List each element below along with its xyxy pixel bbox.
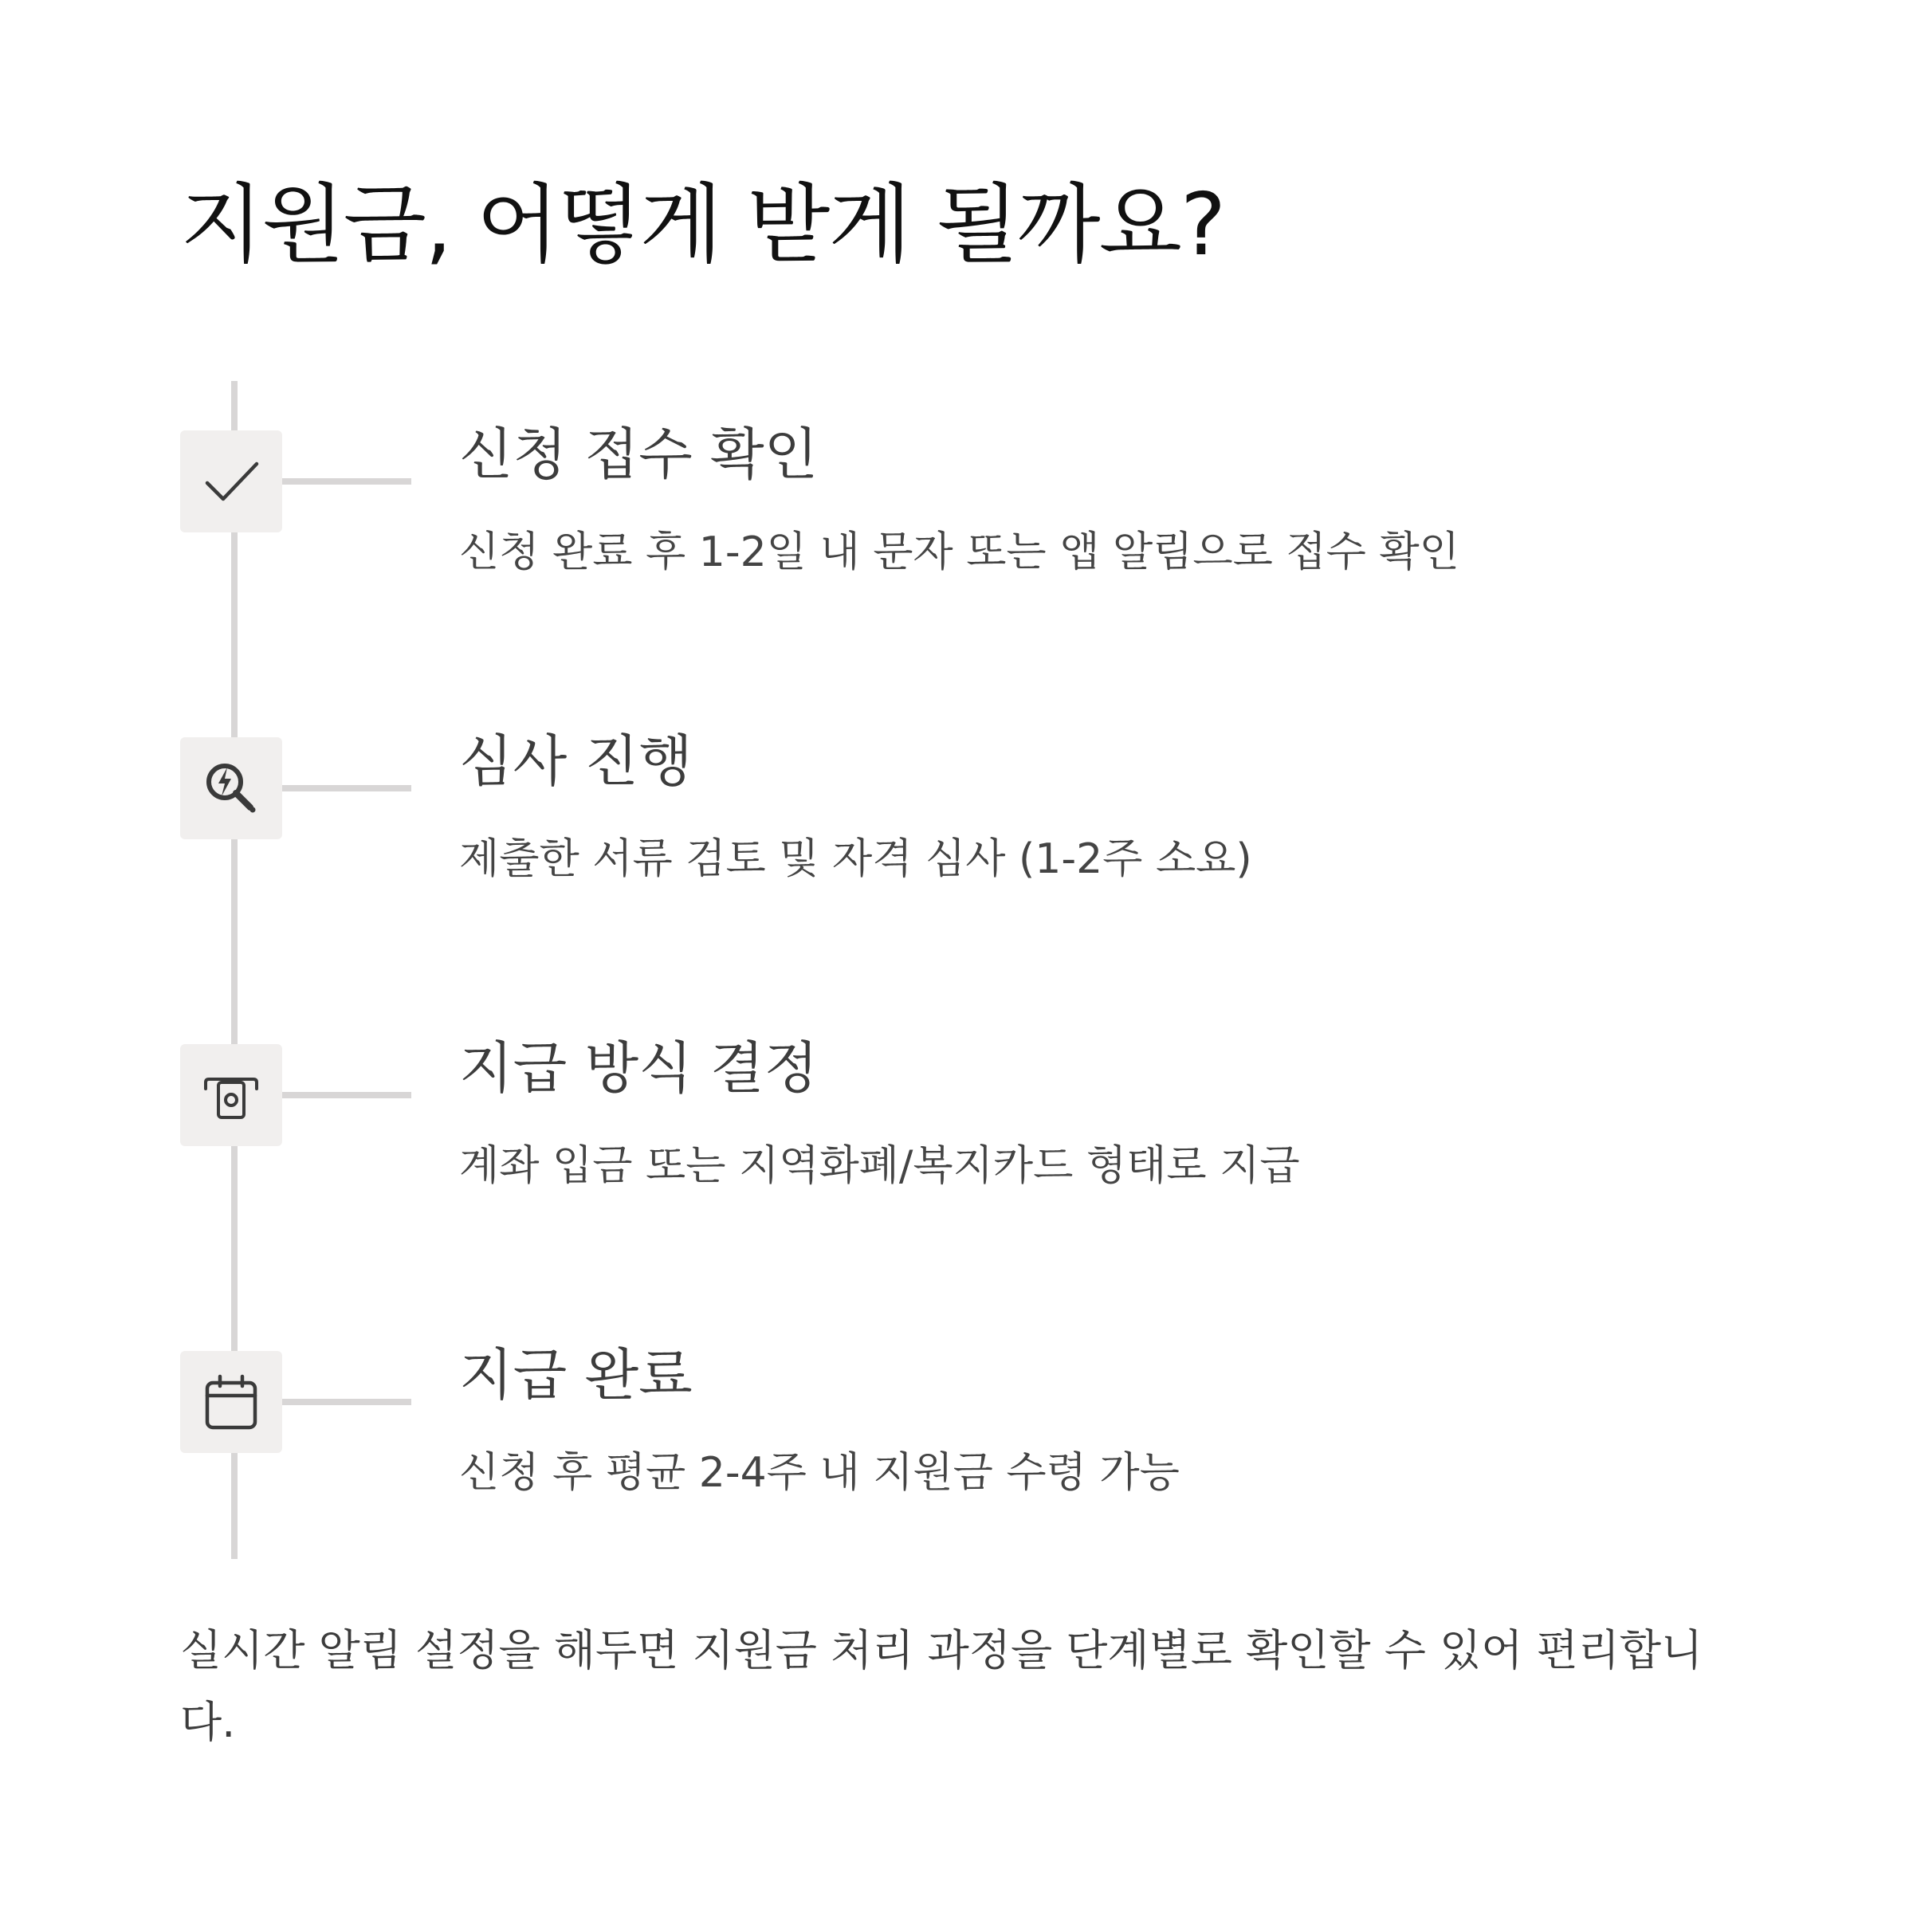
search-review-icon	[198, 755, 265, 822]
timeline-step-review	[0, 728, 1913, 913]
step-title: 신청 접수 확인	[459, 422, 819, 487]
cash-withdrawal-icon	[198, 1062, 265, 1129]
timeline-step-application-received	[0, 422, 1913, 606]
step-description: 제출한 서류 검토 및 자격 심사 (1-2주 소요)	[459, 835, 1252, 883]
step-icon-box	[180, 1044, 282, 1146]
page-title: 지원금, 어떻게 받게 될까요?	[180, 175, 1225, 275]
step-title: 심사 진행	[459, 728, 693, 794]
step-icon-box	[180, 430, 282, 532]
step-title: 지급 완료	[459, 1342, 693, 1408]
step-description: 신청 후 평균 2-4주 내 지원금 수령 가능	[459, 1449, 1180, 1497]
step-description: 계좌 입금 또는 지역화폐/복지카드 형태로 지급	[459, 1142, 1300, 1190]
checkmark-icon	[198, 448, 265, 515]
step-connector-line	[282, 785, 411, 791]
step-description: 신청 완료 후 1-2일 내 문자 또는 앱 알림으로 접수 확인	[459, 528, 1459, 576]
step-icon-box	[180, 737, 282, 839]
step-connector-line	[282, 478, 411, 485]
footer-note: 실시간 알림 설정을 해두면 지원금 처리 과정을 단계별로 확인할 수 있어 편리합니다.	[180, 1625, 1703, 1747]
calendar-icon	[198, 1368, 265, 1435]
step-icon-box	[180, 1351, 282, 1453]
timeline-step-payment-complete	[0, 1342, 1913, 1526]
step-connector-line	[282, 1399, 411, 1405]
step-connector-line	[282, 1092, 411, 1098]
timeline-step-payment-method	[0, 1035, 1913, 1219]
step-title: 지급 방식 결정	[459, 1035, 819, 1101]
